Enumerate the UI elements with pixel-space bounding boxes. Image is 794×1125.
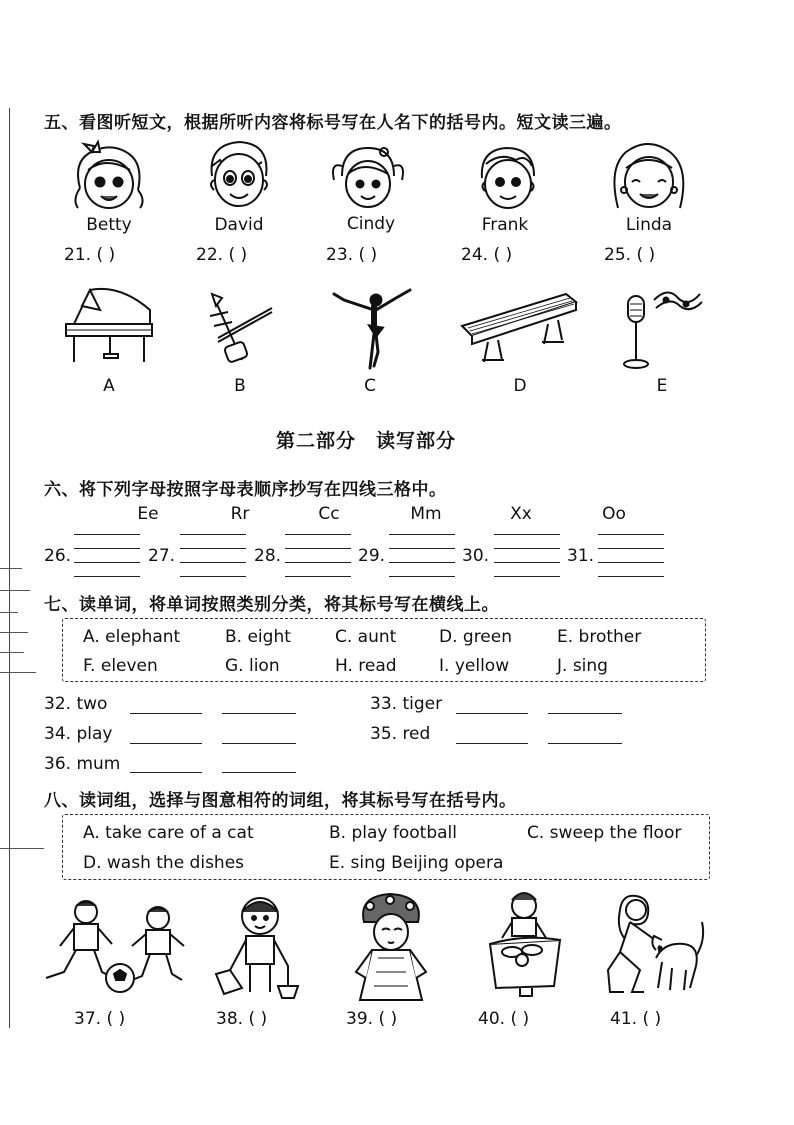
grid-line xyxy=(74,534,140,535)
name-frank: Frank xyxy=(481,215,529,235)
margin-mark xyxy=(0,632,28,633)
frank-face-icon xyxy=(470,140,546,216)
football-players-icon xyxy=(40,896,200,1000)
grid-line xyxy=(494,562,560,563)
grid-line xyxy=(180,534,246,535)
number-31: 31. xyxy=(567,546,595,566)
question-34: 34. play xyxy=(44,724,113,744)
grid-line xyxy=(389,548,455,549)
option-h: H. read xyxy=(335,656,397,676)
section8-heading: 八、读词组，选择与图意相符的词组，将其标号写在括号内。 xyxy=(44,791,517,811)
erhu-icon xyxy=(206,286,276,368)
picture-letter-d: D xyxy=(513,376,527,396)
picture-letter-b: B xyxy=(234,376,246,396)
linda-face-icon xyxy=(604,138,694,218)
microphone-icon xyxy=(616,286,706,370)
option-c: C. aunt xyxy=(335,627,397,647)
margin-mark xyxy=(0,568,22,569)
answer-blank-38[interactable]: 38. ( ) xyxy=(216,1009,268,1029)
grid-line xyxy=(74,562,140,563)
option-j: J. sing xyxy=(557,656,608,676)
option-d: D. green xyxy=(439,627,512,647)
answer-blank-39[interactable]: 39. ( ) xyxy=(346,1009,398,1029)
grid-line xyxy=(494,548,560,549)
question-36: 36. mum xyxy=(44,754,121,774)
option-a: A. elephant xyxy=(83,627,181,647)
grid-line xyxy=(389,576,455,577)
answer-line-32b[interactable] xyxy=(222,713,296,714)
margin-mark xyxy=(0,652,24,653)
answer-line-33b[interactable] xyxy=(548,713,622,714)
grid-line xyxy=(285,548,351,549)
section5-heading: 五、看图听短文，根据所听内容将标号写在人名下的括号内。短文读三遍。 xyxy=(44,113,622,133)
answer-line-34a[interactable] xyxy=(130,743,202,744)
section6-heading: 六、将下列字母按照字母表顺序抄写在四线三格中。 xyxy=(44,480,447,500)
grid-line xyxy=(180,562,246,563)
answer-line-33a[interactable] xyxy=(456,713,528,714)
number-29: 29. xyxy=(358,546,386,566)
grid-line xyxy=(389,562,455,563)
question-33: 33. tiger xyxy=(370,694,443,714)
answer-blank-37[interactable]: 37. ( ) xyxy=(74,1009,126,1029)
question-32: 32. two xyxy=(44,694,108,714)
opera-singer-icon xyxy=(350,892,432,1004)
answer-blank-23[interactable]: 23. ( ) xyxy=(326,245,378,265)
grid-line xyxy=(285,534,351,535)
option-f: F. eleven xyxy=(83,656,158,676)
grid-line xyxy=(389,534,455,535)
given-letters-cc: Cc xyxy=(318,504,340,524)
grid-line xyxy=(598,576,664,577)
number-27: 27. xyxy=(148,546,176,566)
answer-line-34b[interactable] xyxy=(222,743,296,744)
number-26: 26. xyxy=(44,546,72,566)
answer-blank-24[interactable]: 24. ( ) xyxy=(461,245,513,265)
number-30: 30. xyxy=(462,546,490,566)
david-face-icon xyxy=(200,136,278,216)
grid-line xyxy=(598,534,664,535)
option-d: D. wash the dishes xyxy=(83,853,245,873)
answer-line-36b[interactable] xyxy=(222,772,296,773)
dishwashing-girl-icon xyxy=(482,890,568,1000)
given-letters-oo: Oo xyxy=(602,504,626,524)
grid-line xyxy=(494,534,560,535)
section7-heading: 七、读单词，将单词按照类别分类，将其标号写在横线上。 xyxy=(44,595,499,615)
margin-mark xyxy=(0,848,44,849)
option-i: I. yellow xyxy=(439,656,510,676)
number-28: 28. xyxy=(254,546,282,566)
grid-line xyxy=(598,548,664,549)
answer-blank-40[interactable]: 40. ( ) xyxy=(478,1009,530,1029)
question-35: 35. red xyxy=(370,724,431,744)
option-e: E. brother xyxy=(557,627,642,647)
answer-line-35a[interactable] xyxy=(456,743,528,744)
given-letters-mm: Mm xyxy=(410,504,442,524)
answer-blank-25[interactable]: 25. ( ) xyxy=(604,245,656,265)
margin-mark xyxy=(0,590,30,591)
girl-with-pet-icon xyxy=(600,890,712,1002)
phrase-options-box xyxy=(62,814,710,880)
grid-line xyxy=(180,548,246,549)
margin-mark xyxy=(0,612,18,613)
name-david: David xyxy=(214,215,264,235)
option-a: A. take care of a cat xyxy=(83,823,254,843)
name-linda: Linda xyxy=(625,215,673,235)
picture-letter-a: A xyxy=(103,376,115,396)
grid-line xyxy=(285,562,351,563)
given-letters-xx: Xx xyxy=(510,504,532,524)
part2-title: 第二部分 读写部分 xyxy=(276,430,457,452)
cindy-face-icon xyxy=(328,140,408,216)
given-letters-rr: Rr xyxy=(230,504,250,524)
grid-line xyxy=(598,562,664,563)
answer-blank-22[interactable]: 22. ( ) xyxy=(196,245,248,265)
sweeping-boy-icon xyxy=(212,892,308,1002)
picture-letter-e: E xyxy=(656,376,668,396)
answer-blank-41[interactable]: 41. ( ) xyxy=(610,1009,662,1029)
picture-letter-c: C xyxy=(364,376,376,396)
grid-line xyxy=(74,548,140,549)
guzheng-icon xyxy=(458,290,580,364)
grid-line xyxy=(74,576,140,577)
answer-line-36a[interactable] xyxy=(130,772,202,773)
word-options-box xyxy=(62,618,706,682)
option-c: C. sweep the floor xyxy=(527,823,682,843)
piano-icon xyxy=(60,284,160,368)
option-b: B. play football xyxy=(329,823,457,843)
grid-line xyxy=(494,576,560,577)
answer-line-32a[interactable] xyxy=(130,713,202,714)
grid-line xyxy=(285,576,351,577)
margin-mark xyxy=(0,672,36,673)
option-e: E. sing Beijing opera xyxy=(329,853,504,873)
answer-blank-21[interactable]: 21. ( ) xyxy=(64,245,116,265)
answer-line-35b[interactable] xyxy=(548,743,622,744)
ballet-dancer-icon xyxy=(330,286,414,370)
option-b: B. eight xyxy=(225,627,291,647)
grid-line xyxy=(180,576,246,577)
option-g: G. lion xyxy=(225,656,280,676)
betty-face-icon xyxy=(66,138,152,216)
name-betty: Betty xyxy=(86,215,132,235)
given-letters-ee: Ee xyxy=(137,504,159,524)
name-cindy: Cindy xyxy=(346,214,396,234)
